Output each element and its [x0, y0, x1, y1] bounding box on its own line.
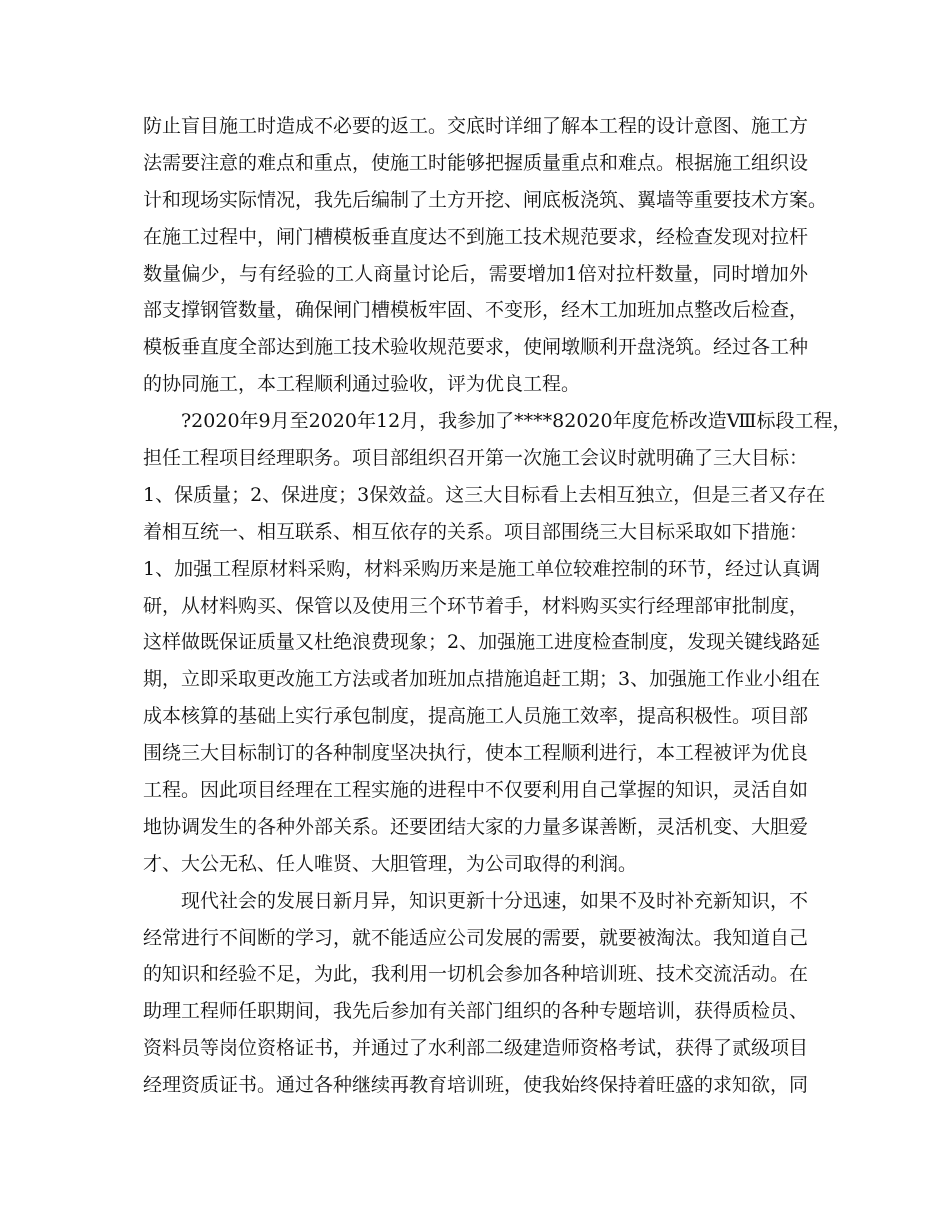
text-line: 的知识和经验不足，为此，我利用一切机会参加各种培训班、技术交流活动。在 — [143, 963, 809, 986]
text-line: 期，立即采取更改施工方法或者加班加点措施追赶工期；3、加强施工作业小组在 — [143, 668, 821, 691]
text-line: 1、加强工程原材料采购，材料采购历来是施工单位较难控制的环节，经过认真调 — [143, 557, 821, 580]
paragraph — [143, 108, 828, 403]
text-line: 工程。因此项目经理在工程实施的进程中不仅要利用自己掌握的知识，灵活自如 — [143, 779, 809, 802]
text-line: 模板垂直度全部达到施工技术验收规范要求，使闸墩顺利开盘浇筑。经过各工种 — [143, 336, 809, 359]
text-line: 助理工程师任职期间，我先后参加有关部门组织的各种专题培训，获得质检员、 — [143, 1000, 809, 1023]
text-line: 担任工程项目经理职务。项目部组织召开第一次施工会议时就明确了三大目标： — [143, 447, 809, 470]
text-line: 的协同施工，本工程顺利通过验收，评为优良工程。 — [143, 373, 581, 396]
paragraph — [143, 403, 852, 883]
text-line: 研，从材料购买、保管以及使用三个环节着手，材料购买实行经理部审批制度， — [143, 594, 809, 617]
text-line: 成本核算的基础上实行承包制度，提高施工人员施工效率，提高积极性。项目部 — [143, 705, 809, 728]
text-line: 才、大公无私、任人唯贤、大胆管理，为公司取得的利润。 — [143, 852, 638, 875]
text-line: 这样做既保证质量又杜绝浪费现象；2、加强施工进度检查制度，发现关键线路延 — [143, 631, 821, 654]
text-line: 在施工过程中，闸门槽模板垂直度达不到施工技术规范要求，经检查发现对拉杆 — [143, 225, 809, 248]
paragraph — [143, 883, 808, 1104]
text-line: 部支撑钢管数量，确保闸门槽模板牢固、不变形，经木工加班加点整改后检查， — [143, 299, 809, 322]
text-line: 经理资质证书。通过各种继续再教育培训班，使我始终保持着旺盛的求知欲，同 — [143, 1074, 809, 1097]
text-line: ?2020年9月至2020年12月，我参加了****82020年度危桥改造Ⅷ标段工程， — [181, 410, 852, 433]
text-line: 计和现场实际情况，我先后编制了土方开挖、闸底板浇筑、翼墙等重要技术方案。 — [143, 188, 828, 211]
text-line: 法需要注意的难点和重点，使施工时能够把握质量重点和难点。根据施工组织设 — [143, 151, 809, 174]
text-line: 数量偏少，与有经验的工人商量讨论后，需要增加1倍对拉杆数量，同时增加外 — [143, 262, 808, 285]
text-line: 资料员等岗位资格证书，并通过了水利部二级建造师资格考试，获得了贰级项目 — [143, 1037, 809, 1060]
text-line: 围绕三大目标制订的各种制度坚决执行，使本工程顺利进行，本工程被评为优良 — [143, 742, 809, 765]
text-line: 防止盲目施工时造成不必要的返工。交底时详细了解本工程的设计意图、施工方 — [143, 115, 809, 137]
text-line: 着相互统一、相互联系、相互依存的关系。项目部围绕三大目标采取如下措施： — [143, 520, 809, 543]
text-line: 1、保质量；2、保进度；3保效益。这三大目标看上去相互独立，但是三者又存在 — [143, 483, 826, 506]
document-body — [143, 108, 852, 1104]
text-line: 地协调发生的各种外部关系。还要团结大家的力量多谋善断，灵活机变、大胆爱 — [143, 815, 809, 838]
text-line: 现代社会的发展日新月异，知识更新十分迅速，如果不及时补充新知识，不 — [181, 889, 809, 912]
text-line: 经常进行不间断的学习，就不能适应公司发展的需要，就要被淘汰。我知道自己 — [143, 926, 809, 949]
